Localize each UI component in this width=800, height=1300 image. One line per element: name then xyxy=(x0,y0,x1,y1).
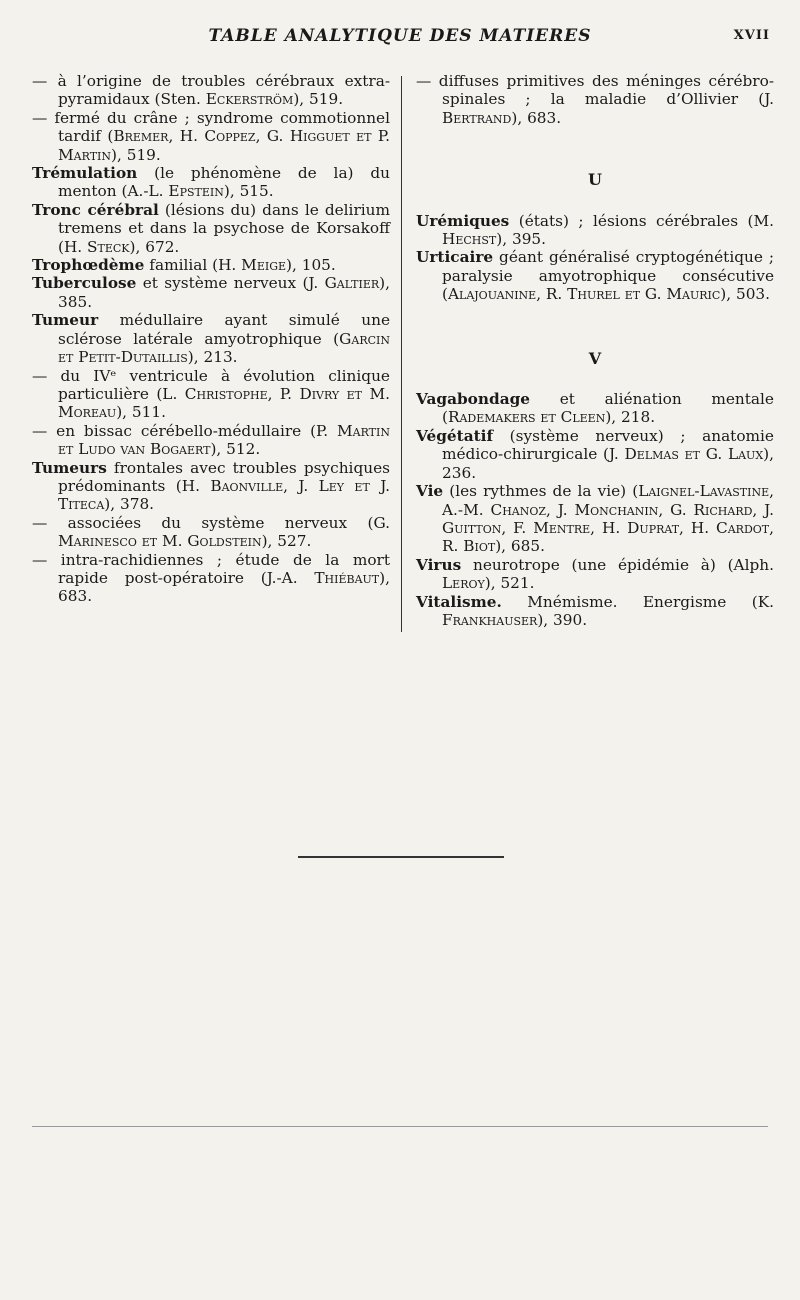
entry-lead: — xyxy=(32,513,48,532)
index-entry xyxy=(32,311,390,366)
right-column xyxy=(416,72,774,629)
entry-authors: Meige xyxy=(241,256,287,275)
entry-authors: Galtier xyxy=(324,274,380,293)
entry-body: Mnémisme. Energisme (K. xyxy=(501,592,774,611)
page-header xyxy=(0,26,800,50)
entry-body: (les rythmes de la vie) ( xyxy=(443,482,639,501)
entry-body: à l’origine de troubles cérébraux extra-pyramidaux (Sten. xyxy=(47,72,390,109)
index-entry xyxy=(32,551,390,606)
entry-tail: ), 527. xyxy=(261,532,312,551)
entry-tail: ), 685. xyxy=(495,537,545,556)
entry-authors: Leroy xyxy=(442,574,485,593)
entry-body: neurotrope (une épidémie à) (Alph. xyxy=(461,555,774,574)
end-of-index-rule xyxy=(298,856,504,858)
index-entry xyxy=(32,109,390,164)
entry-head: Tumeur xyxy=(32,311,99,330)
entry-body: (système nerveux) ; anatomie médico-chirurgicale (J. xyxy=(442,426,774,464)
index-entry xyxy=(32,367,390,422)
index-entry xyxy=(32,459,390,514)
entry-body: familial (H. xyxy=(144,256,242,275)
entry-tail: ), 503. xyxy=(720,285,771,304)
entry-tail: ), 519. xyxy=(293,90,344,109)
entry-body: frontales avec troubles psychiques prédominants (H. xyxy=(58,458,390,495)
entry-lead: — xyxy=(32,72,48,90)
index-entry xyxy=(32,72,390,109)
index-entry xyxy=(416,593,774,630)
entry-head: Vie xyxy=(416,482,444,501)
entry-head: Urticaire xyxy=(416,248,494,267)
entry-tail: ), 395. xyxy=(496,230,547,249)
entry-body: et système nerveux (J. xyxy=(136,274,325,293)
running-title: TABLE ANALYTIQUE DES MATIERES xyxy=(208,26,592,46)
entry-body: diffuses primitives des méninges cérébro-spinales ; la maladie d’Ollivier (J. xyxy=(431,72,774,109)
entry-authors: Martin et Ludo van Bogaert xyxy=(58,421,390,459)
entry-authors: Thiébaut xyxy=(314,568,380,587)
column-divider xyxy=(401,76,402,632)
entry-body: en bissac cérébello-médullaire (P. xyxy=(47,421,337,440)
entry-tail: ), 672. xyxy=(129,237,180,256)
index-entry xyxy=(416,248,774,303)
entry-authors: Bertrand xyxy=(442,108,512,127)
entry-body: géant généralisé cryptogénétique ; paralysie amyotrophique consécutive ( xyxy=(442,248,774,304)
entry-authors: Eckerström xyxy=(205,90,294,109)
section-letter-v: V xyxy=(588,348,602,368)
entry-tail: ), 683. xyxy=(58,568,390,606)
entry-body: du IVᵉ ventricule à évolution clinique particulière (L. xyxy=(47,366,390,403)
entry-tail: ), 213. xyxy=(187,348,238,367)
entry-authors: Laignel-Lavastine, A.-M. Chanoz, J. Monchanin, G. Richard, J. Guitton, F. Mentre, H. Duprat, H. Cardot, R. Biot xyxy=(442,482,774,556)
entry-body: (états) ; lésions cérébrales (M. xyxy=(509,211,774,230)
entry-body: (le phénomène de la) du menton (A.-L. xyxy=(58,164,390,201)
index-entry xyxy=(32,256,390,274)
index-entry xyxy=(32,201,390,256)
entry-authors: Frankhauser xyxy=(442,610,538,629)
entry-body: médullaire ayant simulé une sclérose latérale amyotrophique ( xyxy=(58,311,390,348)
index-entry xyxy=(416,427,774,482)
index-entry xyxy=(416,556,774,593)
index-entry xyxy=(32,514,390,551)
entry-authors: Alajouanine, R. Thurel et G. Mauric xyxy=(447,285,721,304)
entry-head: Urémiques xyxy=(416,211,510,230)
entry-tail: ), 515. xyxy=(223,182,274,201)
index-entry xyxy=(416,482,774,556)
entry-tail: ), 385. xyxy=(58,274,390,311)
entry-head: Tronc cérébral xyxy=(32,200,159,219)
entry-tail: ), 236. xyxy=(442,445,774,482)
entry-authors: Bremer, H. Coppez, G. Higguet et P. Martin xyxy=(58,127,390,164)
entry-head: Trophœdème xyxy=(32,256,145,275)
entry-authors: Baonville, J. Ley et J. Titeca xyxy=(58,476,391,514)
index-entry xyxy=(32,274,390,311)
entry-authors: Marinesco et M. Goldstein xyxy=(58,532,262,551)
entry-tail: ), 105. xyxy=(286,256,336,275)
entry-tail: ), 512. xyxy=(210,440,261,459)
entry-head: Virus xyxy=(416,555,462,574)
entry-authors: Steck xyxy=(87,237,130,256)
entry-head: Trémulation xyxy=(32,164,138,183)
index-entry xyxy=(416,212,774,249)
entry-authors: Epstein xyxy=(168,182,224,201)
entry-tail: ), 521. xyxy=(484,574,535,593)
entry-authors: Garcin et Petit-Dutaillis xyxy=(58,329,390,367)
entry-lead: — xyxy=(416,72,432,90)
index-entry xyxy=(416,72,774,127)
index-entry xyxy=(32,422,390,459)
section-letter-u: U xyxy=(588,170,602,190)
page-number: XVII xyxy=(733,28,770,43)
entry-authors: Hechst xyxy=(442,230,497,249)
entry-body: et aliénation mentale ( xyxy=(442,390,774,427)
entry-tail: ), 511. xyxy=(116,403,166,422)
footnote-rule xyxy=(32,1126,768,1127)
entry-body: associées du système nerveux (G. xyxy=(47,513,390,532)
entry-tail: ), 390. xyxy=(537,610,588,629)
entry-tail: ), 218. xyxy=(605,408,656,427)
entry-body: intra-rachidiennes ; étude de la mort rapide post-opératoire (J.-A. xyxy=(47,550,390,587)
entry-head: Vitalisme. xyxy=(416,592,502,611)
entry-head: Tuberculose xyxy=(32,274,137,293)
entry-lead: — xyxy=(32,108,48,127)
entry-tail: ), 378. xyxy=(104,495,155,514)
entry-lead: — xyxy=(32,421,48,440)
entry-authors: Delmas et G. Laux xyxy=(624,445,764,464)
entry-body: (lésions du) dans le delirium tremens et dans la psychose de Korsakoff (H. xyxy=(58,200,391,256)
entry-head: Vagabondage xyxy=(416,390,531,409)
entry-tail: ), 683. xyxy=(511,108,562,127)
left-column xyxy=(32,72,390,606)
entry-lead: — xyxy=(32,550,48,569)
index-entry xyxy=(416,390,774,427)
entry-head: Tumeurs xyxy=(32,458,107,477)
index-entry xyxy=(32,164,390,201)
entry-body: fermé du crâne ; syndrome commotionnel tardif ( xyxy=(47,108,390,146)
entry-lead: — xyxy=(32,366,48,385)
entry-tail: ), 519. xyxy=(111,145,161,164)
entry-head: Végétatif xyxy=(416,426,494,445)
entry-authors: Christophe, P. Divry et M. Moreau xyxy=(58,384,390,422)
entry-authors: Rademakers et Cleen xyxy=(447,408,606,427)
